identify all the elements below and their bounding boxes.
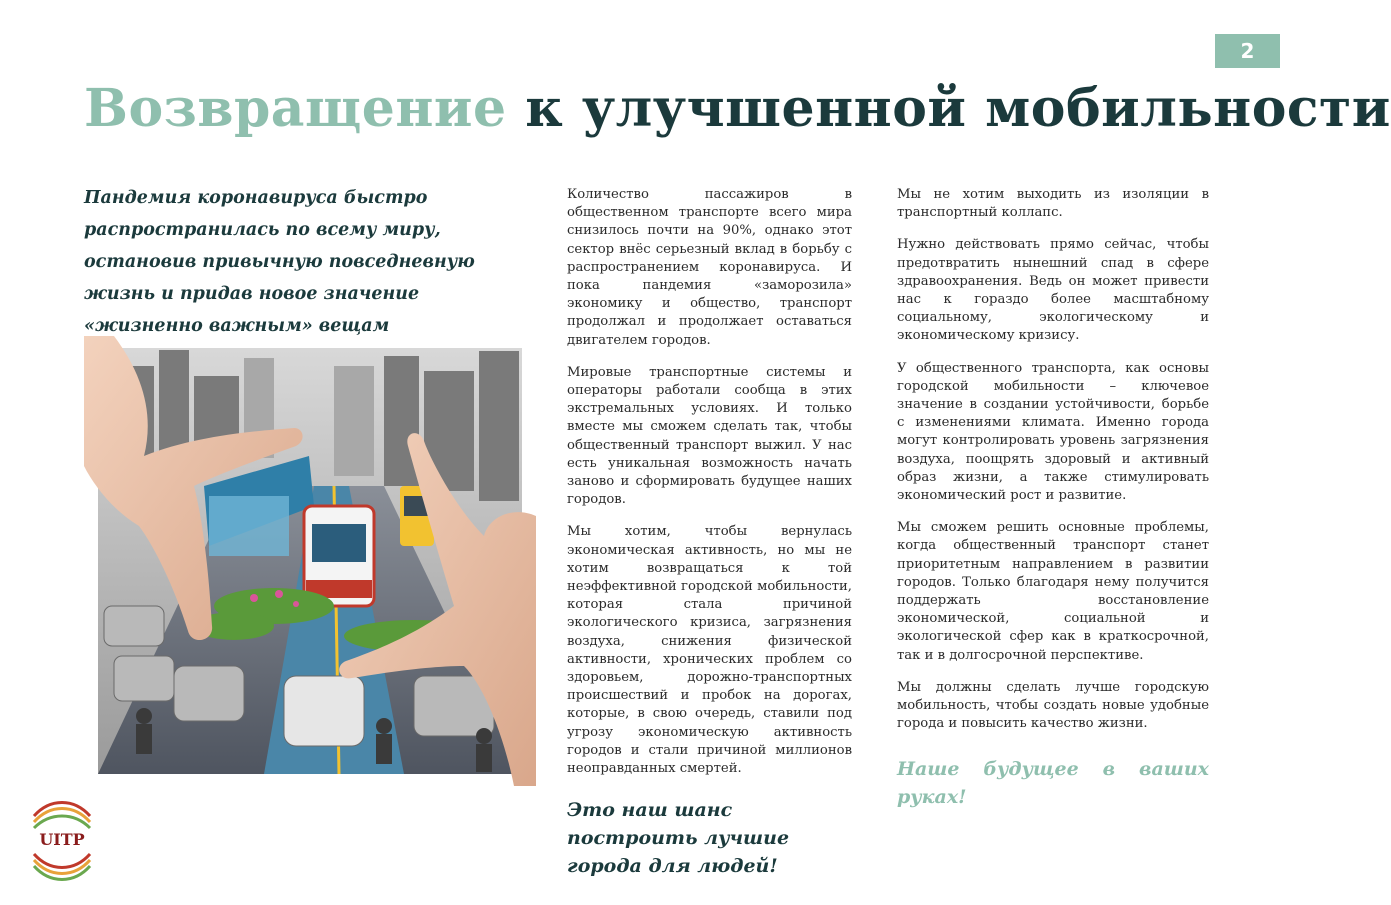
paragraph: Мы должны сделать лучше городскую мобильность, чтобы создать новые удобные города и повысить качество жизни.: [897, 679, 1209, 732]
page-number: 2: [1215, 34, 1280, 68]
paragraph: Мировые транспортные системы и операторы работали сообща в этих экстремальных условиях. И только вместе мы сможем сделать так, чтобы общественный транспорт выжил. У нас есть уникальная возможность начать заново и сформировать будущее наших городов.: [567, 364, 852, 508]
paragraph: У общественного транспорта, как основы городской мобильности – ключевое значение в создании устойчивости, борьбе с изменениями климата. Именно города могут контролировать уровень загрязнения воздуха, поощрять здоровый и активный образ жизни, а также стимулировать экономический рост и развитие.: [897, 360, 1209, 504]
closing-slogan: Наше будущее в ваших руках!: [897, 758, 1209, 809]
title-main-part: к улучшенной мобильности: [525, 78, 1391, 139]
paragraph: Мы сможем решить основные проблемы, когда общественный транспорт станет приоритетным направлением в развитии городов. Только благодаря нему получится поддержать восстановление экономической, социальной и экологической сфер как в краткосрочной, так и в долгосрочной перспективе.: [897, 520, 1209, 663]
page-title: [84, 74, 1391, 144]
callout-quote: Это наш шанс построить лучшие города для людей!: [567, 799, 790, 878]
uitp-logo: [30, 800, 94, 880]
text-column-middle: [567, 186, 852, 880]
lead-paragraph: Пандемия коронавируса быстро распространилась по всему миру, остановив привычную повседневную жизнь и придав новое значение «жизненно важным» вещам: [84, 188, 475, 336]
title-accent-part: Возвращение: [84, 78, 507, 139]
paragraph: Мы хотим, чтобы вернулась экономическая активность, но мы не хотим возвращаться к той неэффективной городской мобильности, которая стала причиной экологического кризиса, загрязнения воздуха, снижения физической активности, хронических проблем со здоровьем, дорожно-транспортных происшествий и пробок на дорогах, которые, в свою очередь, ставили под угрозу экономическую активность городов и стали причиной миллионов неоправданных смертей.: [567, 524, 852, 777]
city-traffic-hands-photo: [84, 336, 536, 786]
logo-text: UITP: [39, 830, 85, 849]
paragraph: Количество пассажиров в общественном транспорте всего мира снизилось почти на 90%, однако этот сектор внёс серьезный вклад в борьбу с распространением коронавируса. И пока пандемия «заморозила» экономику и общество, транспорт продолжал и продолжает оставаться двигателем городов.: [567, 187, 852, 348]
paragraph: Мы не хотим выходить из изоляции в транспортный коллапс.: [897, 187, 1209, 221]
paragraph: Нужно действовать прямо сейчас, чтобы предотвратить нынешний спад в сфере здравоохранения. Ведь он может привести нас к гораздо более масштабному социальному, экологическому и экономическому кризису.: [897, 237, 1209, 344]
text-column-right: [897, 186, 1209, 811]
